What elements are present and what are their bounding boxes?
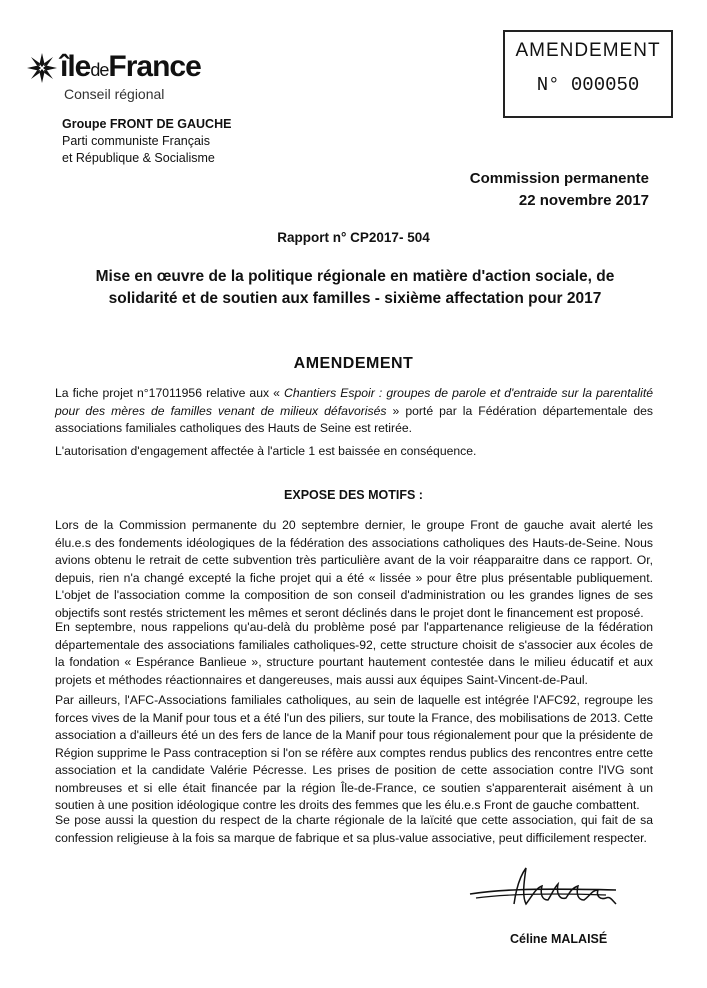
motif-paragraph: Par ailleurs, l'AFC-Associations familiales catholiques, au sein de laquelle est intégrée l'AFC92, regroupe les forces vives de la Manif pour tous et a été l'un des piliers, sur toute la France, des mobilisations de 2013. Cette association a d'ailleurs été un des fers de lance de la Manif pour tous régionalement pour que la présidente de Région supprime le Pass contraception si l'on se réfère aux comptes rendus publics des rencontres entre cette association et la candidate Valérie Pécresse. Les prises de position de cette association contre l'IVG sont nombreuses et si elle était financée par la région Île-de-France, ce soutien s'apparenterait aisément à un soutien à une position idéologique contre les droits des femmes que les élu.e.s Front de gauche combattent. — [55, 693, 653, 812]
motif-paragraph: En septembre, nous rappelions qu'au-delà du problème posé par l'appartenance religieuse de la fédération départementale des associations familiales catholiques-92, cette structure choisit de s'associer aux écoles de la fondation « Espérance Banlieue », structure pourtant hautement contestée dans le milieu éducatif et aux projets et méthodes réactionnaires et dangereuses, mais aussi aux équipes Saint-Vincent-de-Paul. — [55, 620, 653, 687]
ile-de-france-logo — [22, 44, 252, 104]
handwritten-signature — [466, 860, 626, 920]
motif-paragraph: Lors de la Commission permanente du 20 septembre dernier, le groupe Front de gauche avait alerté les élu.e.s des fondements idéologiques de la fédération des associations catholiques des Hauts-de-Seine. Nous avions obtenu le retrait de cette subvention très particulière avant de la voir réapparaitre dans ce rapport. Or, depuis, rien n'a changé excepté la fiche projet qui a été « lissée » pour être plus présentable publiquement. L'objet de l'association comme la composition de son conseil d'administration ou les grandes lignes de ses objectifs sont restés strictement les mêmes et seront déclinés dans le projet dont le financement est proposé. — [55, 518, 653, 620]
amendment-text-part: La fiche projet n°17011956 relative aux « — [55, 386, 285, 400]
amendment-paragraph: L'autorisation d'engagement affectée à l'article 1 est baissée en conséquence. — [55, 444, 477, 458]
signer-name: Céline MALAISÉ — [510, 932, 608, 946]
star-logo-icon — [26, 52, 58, 84]
commission-block — [470, 168, 649, 212]
project-title-italic: Chantiers Espoir : groupes de parole et d'entraide sur la parentalité pour des mères de familles venant de milieux défavorisés — [55, 386, 653, 418]
group-title: Groupe FRONT DE GAUCHE — [62, 117, 232, 131]
amendment-paragraph — [55, 385, 653, 438]
commission-date: 22 novembre 2017 — [518, 192, 649, 209]
amendment-box-label: AMENDEMENT — [515, 40, 661, 61]
amendment-text-part: » porté par la Fédération départementale des associations familiales catholiques des Hauts de Seine est retirée. — [55, 403, 653, 435]
logo-wordmark: îledeFrance — [60, 50, 201, 83]
logo-subtitle: Conseil régional — [64, 86, 165, 102]
report-number: Rapport n° CP2017- 504 — [277, 230, 430, 245]
amendment-number-box — [503, 30, 673, 118]
amendment-number: N° 000050 — [536, 74, 640, 96]
motif-paragraph: Se pose aussi la question du respect de la charte régionale de la laïcité que cette association, qui fait de sa confession religieuse à la fois sa marque de fabrique et sa plus-value associative, peut difficilement respecter. — [55, 813, 653, 845]
group-line: et République & Socialisme — [62, 151, 215, 165]
commission-name: Commission permanente — [469, 170, 649, 187]
amendment-heading: AMENDEMENT — [293, 355, 414, 372]
document-title: Mise en œuvre de la politique régionale en matière d'action sociale, de solidarité et de soutien aux familles - sixième affectation pour 2017 — [95, 268, 615, 307]
group-line: Parti communiste Français — [62, 134, 210, 148]
political-group — [62, 116, 231, 167]
expose-heading: EXPOSE DES MOTIFS : — [284, 488, 423, 502]
